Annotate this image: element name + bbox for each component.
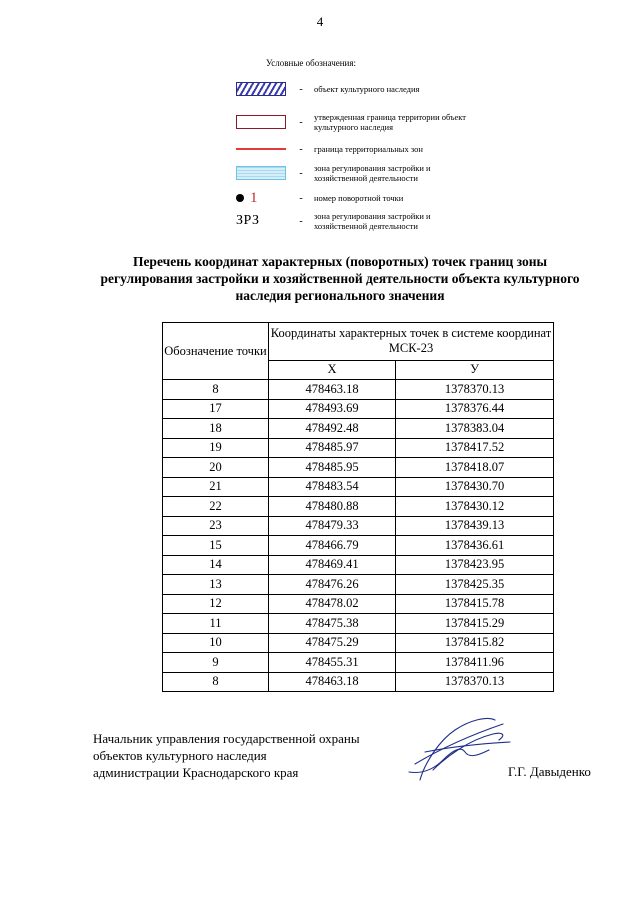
table-row: [163, 516, 554, 536]
point-cell: 17: [163, 399, 269, 419]
point-cell: 18: [163, 419, 269, 439]
legend-title: Условные обозначения:: [266, 58, 357, 68]
y-cell: 1378418.07: [396, 458, 554, 478]
red-line-icon: [236, 148, 286, 150]
point-cell: 23: [163, 516, 269, 536]
x-cell: 478476.26: [269, 575, 396, 595]
point-cell: 12: [163, 594, 269, 614]
point-cell: 13: [163, 575, 269, 595]
x-cell: 478463.18: [269, 672, 396, 692]
point-cell: 11: [163, 614, 269, 634]
legend-dash: -: [299, 116, 303, 128]
y-cell: 1378430.70: [396, 477, 554, 497]
y-cell: 1378439.13: [396, 516, 554, 536]
y-cell: 1378415.78: [396, 594, 554, 614]
dot-icon: [236, 194, 244, 202]
zone-swatch-icon: [236, 166, 286, 180]
table-row: [163, 575, 554, 595]
point-cell: 8: [163, 672, 269, 692]
legend-item-label: объект культурного наследия: [314, 84, 420, 94]
x-cell: 478455.31: [269, 653, 396, 673]
x-cell: 478485.95: [269, 458, 396, 478]
point-marker-icon: [236, 190, 258, 207]
table-row: [163, 419, 554, 439]
y-cell: 1378415.82: [396, 633, 554, 653]
legend-item-label: утвержденная граница территории объект культурного наследия: [314, 112, 467, 132]
signatory-position: [93, 730, 360, 781]
y-cell: 1378383.04: [396, 419, 554, 439]
legend-item-label: зона регулирования застройки и хозяйственной деятельности: [314, 211, 431, 231]
hatch-swatch-icon: [236, 82, 286, 96]
x-cell: 478463.18: [269, 380, 396, 400]
table-row: [163, 497, 554, 517]
y-cell: 1378376.44: [396, 399, 554, 419]
x-cell: 478483.54: [269, 477, 396, 497]
point-marker-label: 1: [250, 189, 258, 206]
table-row: [163, 633, 554, 653]
legend-item-territorial-border: [236, 139, 484, 159]
y-cell: 1378411.96: [396, 653, 554, 673]
x-cell: 478475.29: [269, 633, 396, 653]
point-cell: 15: [163, 536, 269, 556]
table-row: [163, 399, 554, 419]
legend-item-regulation-zone: [236, 161, 484, 185]
x-cell: 478492.48: [269, 419, 396, 439]
boundary-swatch-icon: [236, 115, 286, 129]
table-row: [163, 458, 554, 478]
table-row: [163, 380, 554, 400]
x-cell: 478485.97: [269, 438, 396, 458]
y-cell: 1378423.95: [396, 555, 554, 575]
y-cell: 1378417.52: [396, 438, 554, 458]
legend-item-label: граница территориальных зон: [314, 144, 423, 154]
point-cell: 9: [163, 653, 269, 673]
x-cell: 478475.38: [269, 614, 396, 634]
header-x: X: [269, 360, 396, 379]
y-cell: 1378370.13: [396, 380, 554, 400]
legend-item-label: зона регулирования застройки и хозяйственной деятельности: [314, 163, 431, 183]
y-cell: 1378370.13: [396, 672, 554, 692]
legend-dash: -: [299, 167, 303, 179]
y-cell: 1378425.35: [396, 575, 554, 595]
legend-dash: -: [299, 83, 303, 95]
point-cell: 8: [163, 380, 269, 400]
signatory-line-2: объектов культурного наследия: [93, 748, 267, 763]
table-row: [163, 594, 554, 614]
legend-item-point-number: [236, 188, 484, 208]
y-cell: 1378430.12: [396, 497, 554, 517]
header-y: У: [396, 360, 554, 379]
x-cell: 478469.41: [269, 555, 396, 575]
point-cell: 19: [163, 438, 269, 458]
y-cell: 1378436.61: [396, 536, 554, 556]
coordinates-table: [162, 322, 554, 692]
table-row: [163, 555, 554, 575]
x-cell: 478466.79: [269, 536, 396, 556]
point-cell: 20: [163, 458, 269, 478]
signatory-line-1: Начальник управления государственной охраны: [93, 731, 360, 746]
x-cell: 478493.69: [269, 399, 396, 419]
header-point: Обозначение точки: [163, 323, 269, 380]
table-row: [163, 438, 554, 458]
table-row: [163, 653, 554, 673]
x-cell: 478478.02: [269, 594, 396, 614]
signatory-name: Г.Г. Давыденко: [508, 764, 591, 779]
x-cell: 478479.33: [269, 516, 396, 536]
legend-dash: -: [299, 143, 303, 155]
point-cell: 10: [163, 633, 269, 653]
legend-item-cultural-object: [236, 79, 484, 99]
table-row: [163, 614, 554, 634]
point-cell: 21: [163, 477, 269, 497]
point-cell: 22: [163, 497, 269, 517]
handwritten-signature: [395, 712, 515, 787]
legend-dash: -: [299, 192, 303, 204]
signatory-line-3: администрации Краснодарского края: [93, 765, 299, 780]
table-row: [163, 477, 554, 497]
y-cell: 1378415.29: [396, 614, 554, 634]
document-heading: Перечень координат характерных (поворотных) точек границ зоны регулирования застройки и хозяйственной деятельности объекта культурного наследия регионального значения: [100, 254, 580, 303]
legend-item-label: номер поворотной точки: [314, 193, 404, 203]
x-cell: 478480.88: [269, 497, 396, 517]
point-cell: 14: [163, 555, 269, 575]
table-row: [163, 536, 554, 556]
legend-item-zrz: [236, 208, 484, 234]
zrz-label: ЗРЗ: [236, 213, 260, 228]
legend-item-approved-boundary: [236, 110, 484, 134]
table-row: [163, 672, 554, 692]
legend-dash: -: [299, 215, 303, 227]
header-coords: Координаты характерных точек в системе координат МСК-23: [269, 323, 554, 361]
coordinates-table-body: [163, 380, 554, 692]
page-number: 4: [316, 14, 324, 29]
